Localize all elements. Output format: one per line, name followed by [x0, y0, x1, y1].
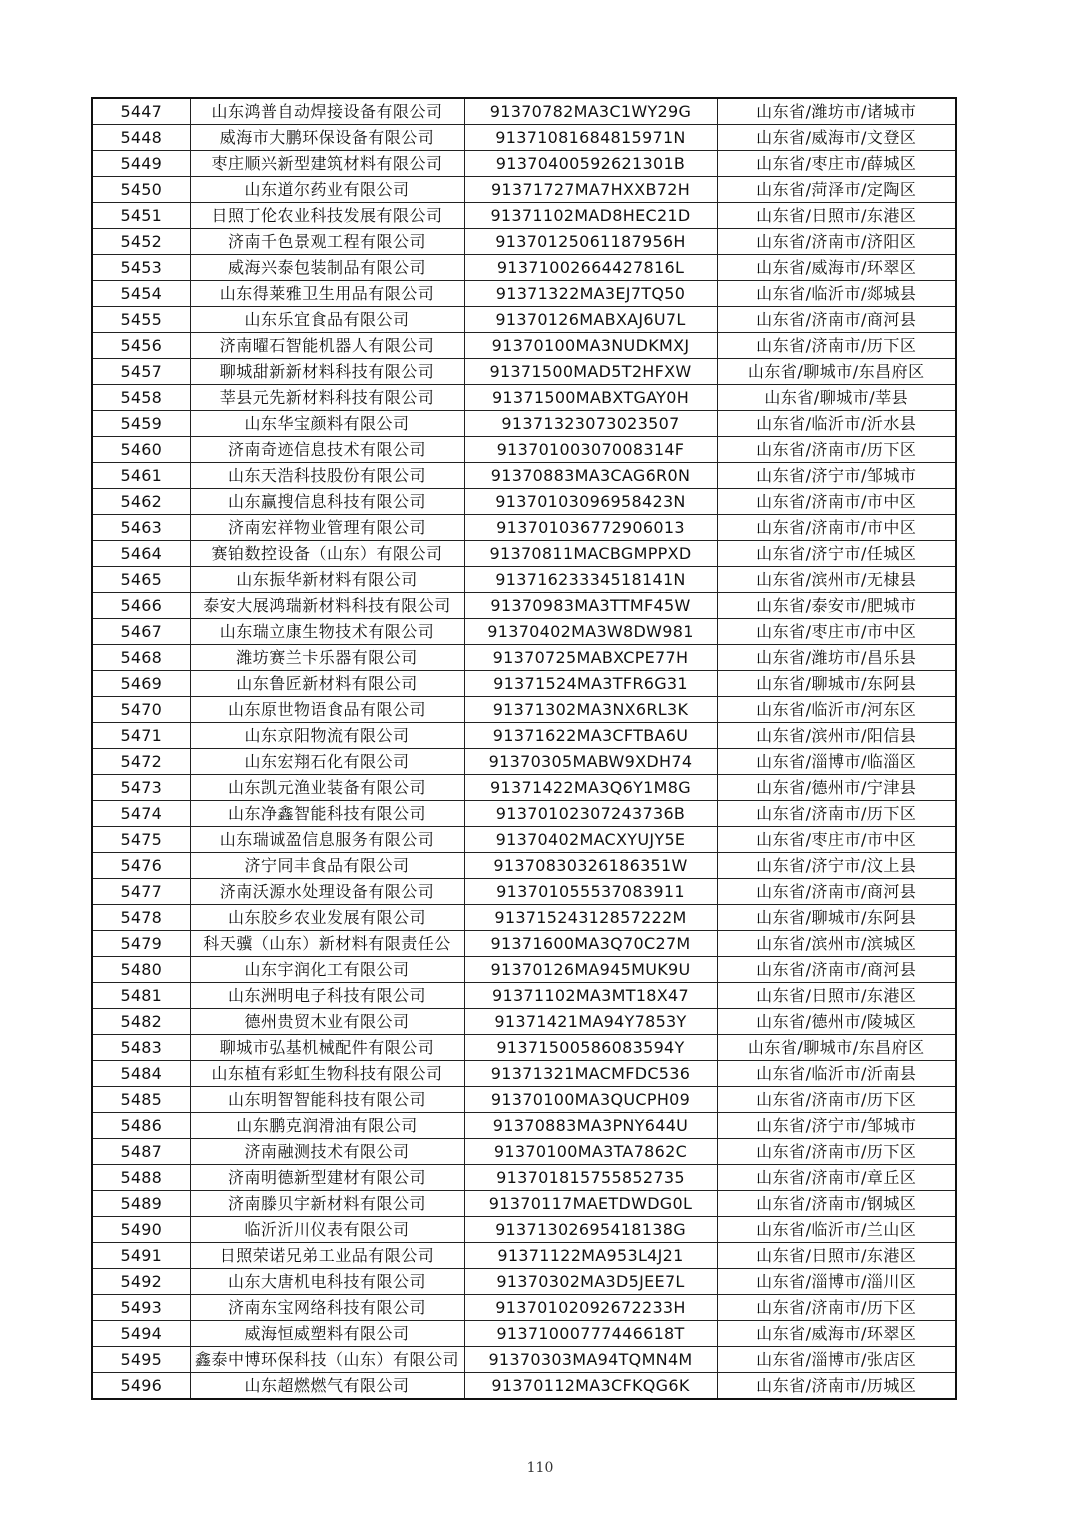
table-row: [92, 697, 956, 723]
table-row: [92, 385, 956, 411]
region-cell: 山东省/日照市/东港区: [717, 203, 956, 229]
region-cell: 山东省/聊城市/莘县: [717, 385, 956, 411]
company-name-cell: 科天骥（山东）新材料有限责任公: [190, 931, 464, 957]
table-row: [92, 515, 956, 541]
table-row: [92, 203, 956, 229]
company-name-cell: 潍坊赛兰卡乐器有限公司: [190, 645, 464, 671]
company-registry-table: [91, 97, 957, 1400]
table-row: [92, 333, 956, 359]
table-row: [92, 1009, 956, 1035]
region-cell: 山东省/济南市/历下区: [717, 1295, 956, 1321]
region-cell: 山东省/济宁市/任城区: [717, 541, 956, 567]
table-row: [92, 1295, 956, 1321]
company-name-cell: 山东凯元渔业装备有限公司: [190, 775, 464, 801]
table-row: [92, 957, 956, 983]
table-row: [92, 125, 956, 151]
credit-code-cell: 91370125061187956H: [464, 229, 717, 255]
company-name-cell: 济南曜石智能机器人有限公司: [190, 333, 464, 359]
company-name-cell: 山东道尔药业有限公司: [190, 177, 464, 203]
company-name-cell: 山东鸿普自动焊接设备有限公司: [190, 98, 464, 125]
company-name-cell: 山东得莱雅卫生用品有限公司: [190, 281, 464, 307]
row-number-cell: 5475: [92, 827, 190, 853]
row-number-cell: 5474: [92, 801, 190, 827]
row-number-cell: 5462: [92, 489, 190, 515]
credit-code-cell: 91370181575585​2735: [464, 1165, 717, 1191]
region-cell: 山东省/济南市/商河县: [717, 307, 956, 333]
region-cell: 山东省/滨州市/阳信县: [717, 723, 956, 749]
table-row: [92, 411, 956, 437]
row-number-cell: 5482: [92, 1009, 190, 1035]
company-name-cell: 山东华宝颜料有限公司: [190, 411, 464, 437]
row-number-cell: 5457: [92, 359, 190, 385]
row-number-cell: 5461: [92, 463, 190, 489]
company-name-cell: 威海恒威塑料有限公司: [190, 1321, 464, 1347]
row-number-cell: 5486: [92, 1113, 190, 1139]
credit-code-cell: 91371302695418138G: [464, 1217, 717, 1243]
region-cell: 山东省/泰安市/肥城市: [717, 593, 956, 619]
region-cell: 山东省/济南市/钢城区: [717, 1191, 956, 1217]
table-row: [92, 1191, 956, 1217]
company-name-cell: 济南明德新型建材有限公司: [190, 1165, 464, 1191]
credit-code-cell: 91371600MA3Q70C27M: [464, 931, 717, 957]
region-cell: 山东省/济南市/济阳区: [717, 229, 956, 255]
company-name-cell: 济南千色景观工程有限公司: [190, 229, 464, 255]
region-cell: 山东省/济南市/市中区: [717, 515, 956, 541]
table-row: [92, 931, 956, 957]
row-number-cell: 5464: [92, 541, 190, 567]
credit-code-cell: 91371524MA3TFR6G31: [464, 671, 717, 697]
company-name-cell: 枣庄顺兴新型建筑材料有限公司: [190, 151, 464, 177]
table-row: [92, 1035, 956, 1061]
credit-code-cell: 91371421MA94Y7853Y: [464, 1009, 717, 1035]
row-number-cell: 5493: [92, 1295, 190, 1321]
company-name-cell: 山东胶乡农业发展有限公司: [190, 905, 464, 931]
row-number-cell: 5476: [92, 853, 190, 879]
row-number-cell: 5460: [92, 437, 190, 463]
region-cell: 山东省/聊城市/东阿县: [717, 671, 956, 697]
credit-code-cell: 91371623334518141N: [464, 567, 717, 593]
region-cell: 山东省/潍坊市/诸城市: [717, 98, 956, 125]
region-cell: 山东省/济南市/历城区: [717, 1373, 956, 1400]
row-number-cell: 5477: [92, 879, 190, 905]
company-name-cell: 山东天浩科技股份有限公司: [190, 463, 464, 489]
table-row: [92, 1321, 956, 1347]
row-number-cell: 5492: [92, 1269, 190, 1295]
row-number-cell: 5478: [92, 905, 190, 931]
row-number-cell: 5465: [92, 567, 190, 593]
company-name-cell: 山东大唐机电科技有限公司: [190, 1269, 464, 1295]
credit-code-cell: 91370100307008314F: [464, 437, 717, 463]
company-name-cell: 山东净鑫智能科技有限公司: [190, 801, 464, 827]
table-row: [92, 1347, 956, 1373]
credit-code-cell: 91370126MABXAJ6U7L: [464, 307, 717, 333]
table-row: [92, 905, 956, 931]
row-number-cell: 5481: [92, 983, 190, 1009]
company-name-cell: 山东瑞立康生物技术有限公司: [190, 619, 464, 645]
company-name-cell: 济南宏祥物业管理有限公司: [190, 515, 464, 541]
region-cell: 山东省/日照市/东港区: [717, 983, 956, 1009]
region-cell: 山东省/聊城市/东阿县: [717, 905, 956, 931]
table-row: [92, 1165, 956, 1191]
region-cell: 山东省/聊城市/东昌府区: [717, 359, 956, 385]
credit-code-cell: 91370883MA3CAG6R0N: [464, 463, 717, 489]
row-number-cell: 5496: [92, 1373, 190, 1400]
region-cell: 山东省/济南市/历下区: [717, 333, 956, 359]
credit-code-cell: 91370302MA3D5JEE7L: [464, 1269, 717, 1295]
table-row: [92, 1139, 956, 1165]
company-name-cell: 山东植有彩虹生物科技有限公司: [190, 1061, 464, 1087]
row-number-cell: 5484: [92, 1061, 190, 1087]
credit-code-cell: 91370103096958423N: [464, 489, 717, 515]
company-name-cell: 山东鲁匠新材料有限公司: [190, 671, 464, 697]
table-row: [92, 255, 956, 281]
credit-code-cell: 91371622MA3CFTBA6U: [464, 723, 717, 749]
region-cell: 山东省/菏泽市/定陶区: [717, 177, 956, 203]
company-name-cell: 山东京阳物流有限公司: [190, 723, 464, 749]
company-name-cell: 德州贵贸木业有限公司: [190, 1009, 464, 1035]
credit-code-cell: 91370102092672233H: [464, 1295, 717, 1321]
region-cell: 山东省/济南市/市中区: [717, 489, 956, 515]
region-cell: 山东省/济南市/商河县: [717, 957, 956, 983]
table-row: [92, 1373, 956, 1400]
region-cell: 山东省/滨州市/滨城区: [717, 931, 956, 957]
company-name-cell: 山东洲明电子科技有限公司: [190, 983, 464, 1009]
table-row: [92, 463, 956, 489]
company-name-cell: 聊城市弘基机械配件有限公司: [190, 1035, 464, 1061]
row-number-cell: 5494: [92, 1321, 190, 1347]
credit-code-cell: 91371321MACMFDC536: [464, 1061, 717, 1087]
table-row: [92, 619, 956, 645]
credit-code-cell: 91370830326186351W: [464, 853, 717, 879]
table-row: [92, 749, 956, 775]
company-name-cell: 山东乐宜食品有限公司: [190, 307, 464, 333]
company-name-cell: 济南滕贝宇新材料有限公司: [190, 1191, 464, 1217]
company-name-cell: 山东鹏克润滑油有限公司: [190, 1113, 464, 1139]
table-row: [92, 645, 956, 671]
company-name-cell: 济南东宝网络科技有限公司: [190, 1295, 464, 1321]
region-cell: 山东省/济南市/历下区: [717, 1087, 956, 1113]
row-number-cell: 5450: [92, 177, 190, 203]
table-row: [92, 593, 956, 619]
region-cell: 山东省/临沂市/河东区: [717, 697, 956, 723]
region-cell: 山东省/聊城市/东昌府区: [717, 1035, 956, 1061]
region-cell: 山东省/临沂市/沂南县: [717, 1061, 956, 1087]
company-name-cell: 济宁同丰食品有限公司: [190, 853, 464, 879]
row-number-cell: 5470: [92, 697, 190, 723]
company-name-cell: 聊城甜新新材料科技有限公司: [190, 359, 464, 385]
row-number-cell: 5456: [92, 333, 190, 359]
credit-code-cell: 913701055537083911: [464, 879, 717, 905]
credit-code-cell: 91370126MA945MUK9U: [464, 957, 717, 983]
credit-code-cell: 91371524312857222M: [464, 905, 717, 931]
row-number-cell: 5479: [92, 931, 190, 957]
region-cell: 山东省/济宁市/邹城市: [717, 463, 956, 489]
table-row: [92, 879, 956, 905]
company-name-cell: 日照荣诺兄弟工业品有限公司: [190, 1243, 464, 1269]
row-number-cell: 5480: [92, 957, 190, 983]
region-cell: 山东省/威海市/环翠区: [717, 255, 956, 281]
table-row: [92, 177, 956, 203]
company-name-cell: 威海市大鹏环保设备有限公司: [190, 125, 464, 151]
region-cell: 山东省/济宁市/汶上县: [717, 853, 956, 879]
company-name-cell: 莘县元先新材料科技有限公司: [190, 385, 464, 411]
row-number-cell: 5458: [92, 385, 190, 411]
row-number-cell: 5473: [92, 775, 190, 801]
company-name-cell: 山东明智智能科技有限公司: [190, 1087, 464, 1113]
credit-code-cell: 91371002664427816L: [464, 255, 717, 281]
credit-code-cell: 91371500MAD5T2HFXW: [464, 359, 717, 385]
company-name-cell: 济南沃源水处理设备有限公司: [190, 879, 464, 905]
credit-code-cell: 91370112MA3CFKQG6K: [464, 1373, 717, 1400]
table-row: [92, 229, 956, 255]
page-number: 110: [526, 1460, 554, 1476]
company-name-cell: 山东瑞诚盈信息服务有限公司: [190, 827, 464, 853]
table-row: [92, 1087, 956, 1113]
region-cell: 山东省/淄博市/淄川区: [717, 1269, 956, 1295]
row-number-cell: 5463: [92, 515, 190, 541]
row-number-cell: 5454: [92, 281, 190, 307]
row-number-cell: 5469: [92, 671, 190, 697]
credit-code-cell: 91371500MABXTGAY0H: [464, 385, 717, 411]
table-row: [92, 1061, 956, 1087]
company-name-cell: 山东宏翔石化有限公司: [190, 749, 464, 775]
row-number-cell: 5490: [92, 1217, 190, 1243]
table-row: [92, 723, 956, 749]
table-row: [92, 437, 956, 463]
table-row: [92, 1217, 956, 1243]
table-row: [92, 801, 956, 827]
credit-code-cell: 91370782MA3C1WY29G: [464, 98, 717, 125]
company-name-cell: 日照丁伦农业科技发展有限公司: [190, 203, 464, 229]
company-name-cell: 济南奇迹信息技术有限公司: [190, 437, 464, 463]
table-row: [92, 853, 956, 879]
table-row: [92, 281, 956, 307]
region-cell: 山东省/济南市/章丘区: [717, 1165, 956, 1191]
region-cell: 山东省/济南市/历下区: [717, 437, 956, 463]
credit-code-cell: 91370305MABW9XDH74: [464, 749, 717, 775]
table-row: [92, 489, 956, 515]
row-number-cell: 5455: [92, 307, 190, 333]
region-cell: 山东省/临沂市/兰山区: [717, 1217, 956, 1243]
company-name-cell: 山东赢搜信息科技有限公司: [190, 489, 464, 515]
credit-code-cell: 91371102MA3MT18X47: [464, 983, 717, 1009]
row-number-cell: 5467: [92, 619, 190, 645]
company-name-cell: 赛铂数控设备（山东）有限公司: [190, 541, 464, 567]
row-number-cell: 5491: [92, 1243, 190, 1269]
company-name-cell: 山东宇润化工有限公司: [190, 957, 464, 983]
row-number-cell: 5448: [92, 125, 190, 151]
credit-code-cell: 91371500586083594Y: [464, 1035, 717, 1061]
row-number-cell: 5447: [92, 98, 190, 125]
row-number-cell: 5459: [92, 411, 190, 437]
region-cell: 山东省/德州市/宁津县: [717, 775, 956, 801]
credit-code-cell: 91370100MA3NUDKMXJ: [464, 333, 717, 359]
region-cell: 山东省/济南市/历下区: [717, 1139, 956, 1165]
row-number-cell: 5471: [92, 723, 190, 749]
credit-code-cell: 91370983MA3TTMF45W: [464, 593, 717, 619]
credit-code-cell: 91371727MA7HXXB72H: [464, 177, 717, 203]
credit-code-cell: 91370303MA94TQMN4M: [464, 1347, 717, 1373]
row-number-cell: 5466: [92, 593, 190, 619]
table-row: [92, 1269, 956, 1295]
region-cell: 山东省/威海市/文登区: [717, 125, 956, 151]
row-number-cell: 5449: [92, 151, 190, 177]
row-number-cell: 5472: [92, 749, 190, 775]
region-cell: 山东省/日照市/东港区: [717, 1243, 956, 1269]
company-name-cell: 山东振华新材料有限公司: [190, 567, 464, 593]
region-cell: 山东省/淄博市/临淄区: [717, 749, 956, 775]
registry-table-body: [92, 98, 956, 1399]
region-cell: 山东省/济南市/历下区: [717, 801, 956, 827]
company-name-cell: 泰安大展鸿瑞新材料科技有限公司: [190, 593, 464, 619]
region-cell: 山东省/济宁市/邹城市: [717, 1113, 956, 1139]
region-cell: 山东省/济南市/商河县: [717, 879, 956, 905]
table-row: [92, 541, 956, 567]
table-row: [92, 775, 956, 801]
table-row: [92, 98, 956, 125]
region-cell: 山东省/德州市/陵城区: [717, 1009, 956, 1035]
credit-code-cell: 91370117MAETDWDG0L: [464, 1191, 717, 1217]
credit-code-cell: 913701036772906013: [464, 515, 717, 541]
credit-code-cell: 91371081684815971N: [464, 125, 717, 151]
table-row: [92, 151, 956, 177]
credit-code-cell: 91370400592621301B: [464, 151, 717, 177]
region-cell: 山东省/潍坊市/昌乐县: [717, 645, 956, 671]
table-row: [92, 307, 956, 333]
credit-code-cell: 91370402MA3W8DW981: [464, 619, 717, 645]
row-number-cell: 5489: [92, 1191, 190, 1217]
region-cell: 山东省/枣庄市/市中区: [717, 619, 956, 645]
row-number-cell: 5468: [92, 645, 190, 671]
credit-code-cell: 91370402MACXYUJY5E: [464, 827, 717, 853]
region-cell: 山东省/滨州市/无棣县: [717, 567, 956, 593]
table-row: [92, 1243, 956, 1269]
table-row: [92, 671, 956, 697]
region-cell: 山东省/淄博市/张店区: [717, 1347, 956, 1373]
credit-code-cell: 91371122MA953L4J21: [464, 1243, 717, 1269]
company-name-cell: 山东原世物语食品有限公司: [190, 697, 464, 723]
row-number-cell: 5483: [92, 1035, 190, 1061]
table-row: [92, 827, 956, 853]
credit-code-cell: 91371323073023507: [464, 411, 717, 437]
region-cell: 山东省/枣庄市/薛城区: [717, 151, 956, 177]
row-number-cell: 5451: [92, 203, 190, 229]
company-name-cell: 临沂沂川仪表有限公司: [190, 1217, 464, 1243]
credit-code-cell: 91371302MA3NX6RL3K: [464, 697, 717, 723]
region-cell: 山东省/威海市/环翠区: [717, 1321, 956, 1347]
region-cell: 山东省/枣庄市/市中区: [717, 827, 956, 853]
credit-code-cell: 91370725MABXCPE77H: [464, 645, 717, 671]
row-number-cell: 5485: [92, 1087, 190, 1113]
credit-code-cell: 91370102307243736B: [464, 801, 717, 827]
row-number-cell: 5452: [92, 229, 190, 255]
credit-code-cell: 91371102MAD8HEC21D: [464, 203, 717, 229]
table-row: [92, 1113, 956, 1139]
credit-code-cell: 91371000777446618T: [464, 1321, 717, 1347]
region-cell: 山东省/临沂市/沂水县: [717, 411, 956, 437]
credit-code-cell: 91370100MA3TA7862C: [464, 1139, 717, 1165]
row-number-cell: 5488: [92, 1165, 190, 1191]
region-cell: 山东省/临沂市/郯城县: [717, 281, 956, 307]
company-name-cell: 威海兴泰包装制品有限公司: [190, 255, 464, 281]
table-row: [92, 359, 956, 385]
company-name-cell: 济南融测技术有限公司: [190, 1139, 464, 1165]
company-name-cell: 鑫泰中博环保科技（山东）有限公司: [190, 1347, 464, 1373]
credit-code-cell: 91370883MA3PNY644U: [464, 1113, 717, 1139]
table-row: [92, 983, 956, 1009]
company-name-cell: 山东超燃燃气有限公司: [190, 1373, 464, 1400]
credit-code-cell: 91371422MA3Q6Y1M8G: [464, 775, 717, 801]
credit-code-cell: 91370811MACBGMPPXD: [464, 541, 717, 567]
credit-code-cell: 91370100MA3QUCPH09: [464, 1087, 717, 1113]
table-row: [92, 567, 956, 593]
row-number-cell: 5487: [92, 1139, 190, 1165]
row-number-cell: 5453: [92, 255, 190, 281]
credit-code-cell: 91371322MA3EJ7TQ50: [464, 281, 717, 307]
row-number-cell: 5495: [92, 1347, 190, 1373]
